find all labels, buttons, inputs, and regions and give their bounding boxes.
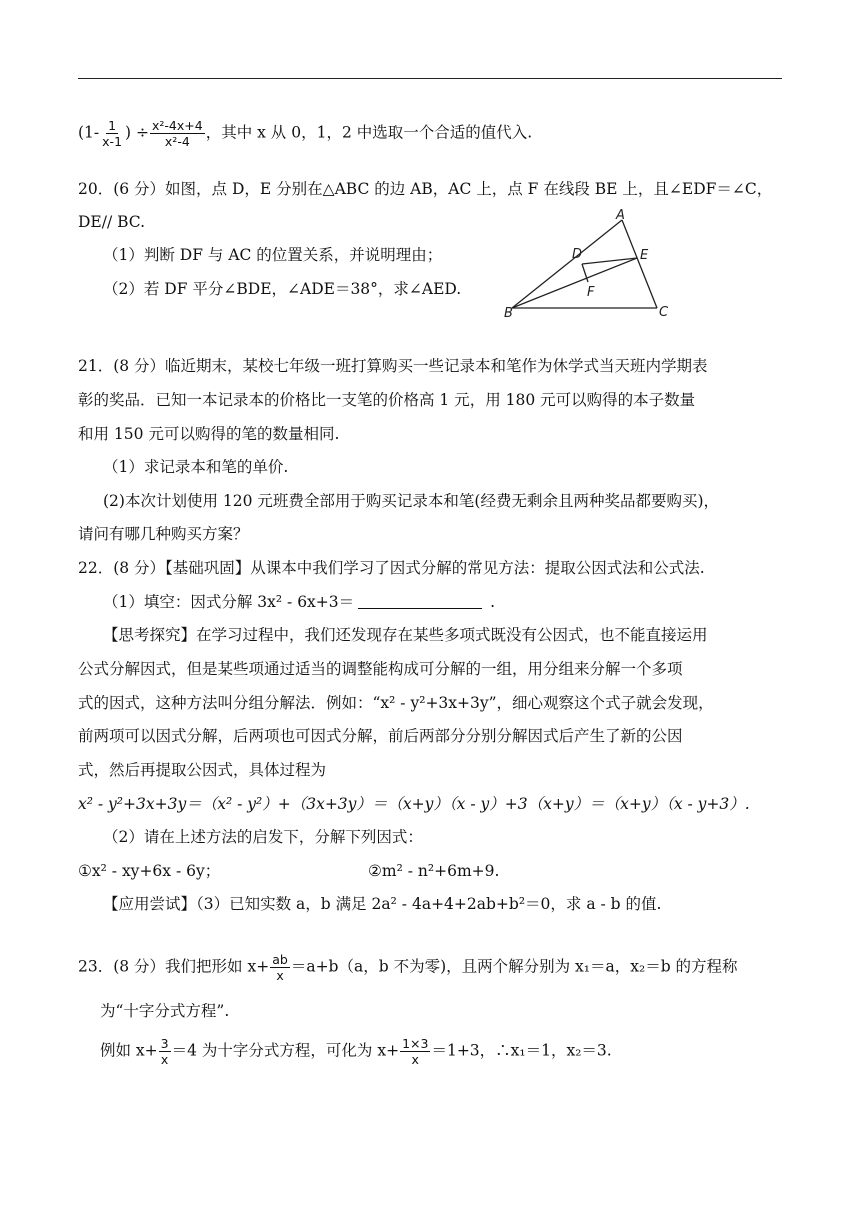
q22-item-1: ①x² - xy+6x - 6y； [78, 862, 221, 880]
q23-line-1: 23．(8 分）我们把形如 x+ $\frac{ab}{x}$ ＝a+b（a，b 不为零)，且两个解分别为 x₁＝a，x₂＝b 的方程称 [78, 952, 738, 983]
q19-expression [78, 118, 532, 149]
label-e: E [640, 248, 649, 263]
q22-example: x² - y²+3x+3y＝（x² - y²）+（3x+3y）＝（x+y）（x - y）+3（x+y）＝（x+y）（x - y+3）. [78, 795, 750, 813]
q23-fraction-1x3: $\frac{1\times 3}{x}$ [402, 1036, 429, 1067]
q19-text: ，其中 x 从 0，1，2 中选取一个合适的值代入. [205, 123, 533, 142]
q21-line-3: 和用 150 元可以购得的笔的数量相同. [78, 425, 340, 443]
triangle-figure [500, 205, 680, 320]
q22-apply: 【应用尝试】（3）已知实数 a，b 满足 2a² - 4a+4+2ab+b²＝0，求 a - b 的值. [103, 895, 662, 913]
q21-part-1: （1）求记录本和笔的单价. [103, 458, 289, 476]
label-a: A [616, 208, 625, 223]
label-c: C [659, 305, 669, 320]
q20-part-1: （1）判断 DF 与 AC 的位置关系，并说明理由； [103, 246, 443, 264]
q22-line-1: 22．(8 分）【基础巩固】从课本中我们学习了因式分解的常见方法：提取公因式法和公式法. [78, 559, 705, 577]
q23-fraction-ab: $\frac{ab}{x}$ [272, 952, 288, 983]
q19-fraction-1: $\frac{1}{x-1}$ [102, 118, 123, 149]
q22-fill-prefix: （1）填空：因式分解 3x² - 6x+3＝ [103, 593, 355, 611]
q19-divide: ) ÷ [125, 123, 149, 142]
q19-open: (1- [78, 123, 100, 142]
q20-line-1: 20．(6 分）如图，点 D，E 分别在△ABC 的边 AB，AC 上，点 F 在线段 BE 上，且∠EDF＝∠C， [78, 180, 773, 198]
q20-line-2: DE// BC. [78, 213, 146, 231]
q22-fill-blank: （1）填空：因式分解 3x² - 6x+3＝ . [103, 593, 496, 611]
q22-explore-2: 公式分解因式，但是某些项通过适当的调整能构成可分解的一组，用分组来分解一个多项 [78, 660, 683, 678]
q22-explore-5: 式，然后再提取公因式，具体过程为 [78, 761, 327, 779]
q23-example: 例如 x+ $\frac{3}{x}$ ＝4 为十字分式方程，可化为 x+ $\frac{1\times 3}{x}$ ＝1+3，∴x₁＝1，x₂＝3. [100, 1036, 612, 1067]
q21-part-2-cont: 请问有哪几种购买方案？ [78, 525, 249, 543]
label-d: D [572, 247, 583, 262]
q21-part-2: (2)本次计划使用 120 元班费全部用于购买记录本和笔(经费无剩余且两种奖品都要购买)， [103, 492, 719, 510]
label-f: F [587, 285, 595, 300]
q23-line-2: 为“十字分式方程”. [100, 1002, 230, 1020]
segment-ba [512, 220, 622, 308]
segment-be [512, 258, 637, 308]
q20-part-2: （2）若 DF 平分∠BDE，∠ADE＝38°，求∠AED. [103, 280, 462, 298]
q22-explore-3: 式的因式，这种方法叫分组分解法．例如：“x² - y²+3x+3y”，细心观察这个式子就会发现， [78, 694, 714, 712]
q22-part-2: （2）请在上述方法的启发下，分解下列因式： [103, 828, 423, 846]
label-b: B [504, 306, 513, 320]
q19-fraction-2: $\frac{\text{x²-4x+4}}{\text{x²-4}}$ [152, 118, 203, 149]
q21-line-1: 21．(8 分）临近期末，某校七年级一班打算购买一些记录本和笔作为休学式当天班内学期表 [78, 357, 708, 375]
q21-line-2: 彰的奖品．已知一本记录本的价格比一支笔的价格高 1 元，用 180 元可以购得的本子数量 [78, 391, 696, 409]
segment-ac [622, 220, 657, 308]
answer-blank[interactable] [358, 592, 482, 609]
q22-item-2: ②m² - n²+6m+9. [368, 862, 500, 880]
q23-fraction-3: $\frac{3}{x}$ [160, 1036, 169, 1067]
q22-explore-4: 前两项可以因式分解，后两项也可因式分解，前后两部分分别分解因式后产生了新的公因 [78, 727, 683, 745]
header-rule [78, 78, 782, 79]
q22-explore-1: 【思考探究】在学习过程中，我们还发现存在某些多项式既没有公因式，也不能直接运用 [103, 626, 708, 644]
